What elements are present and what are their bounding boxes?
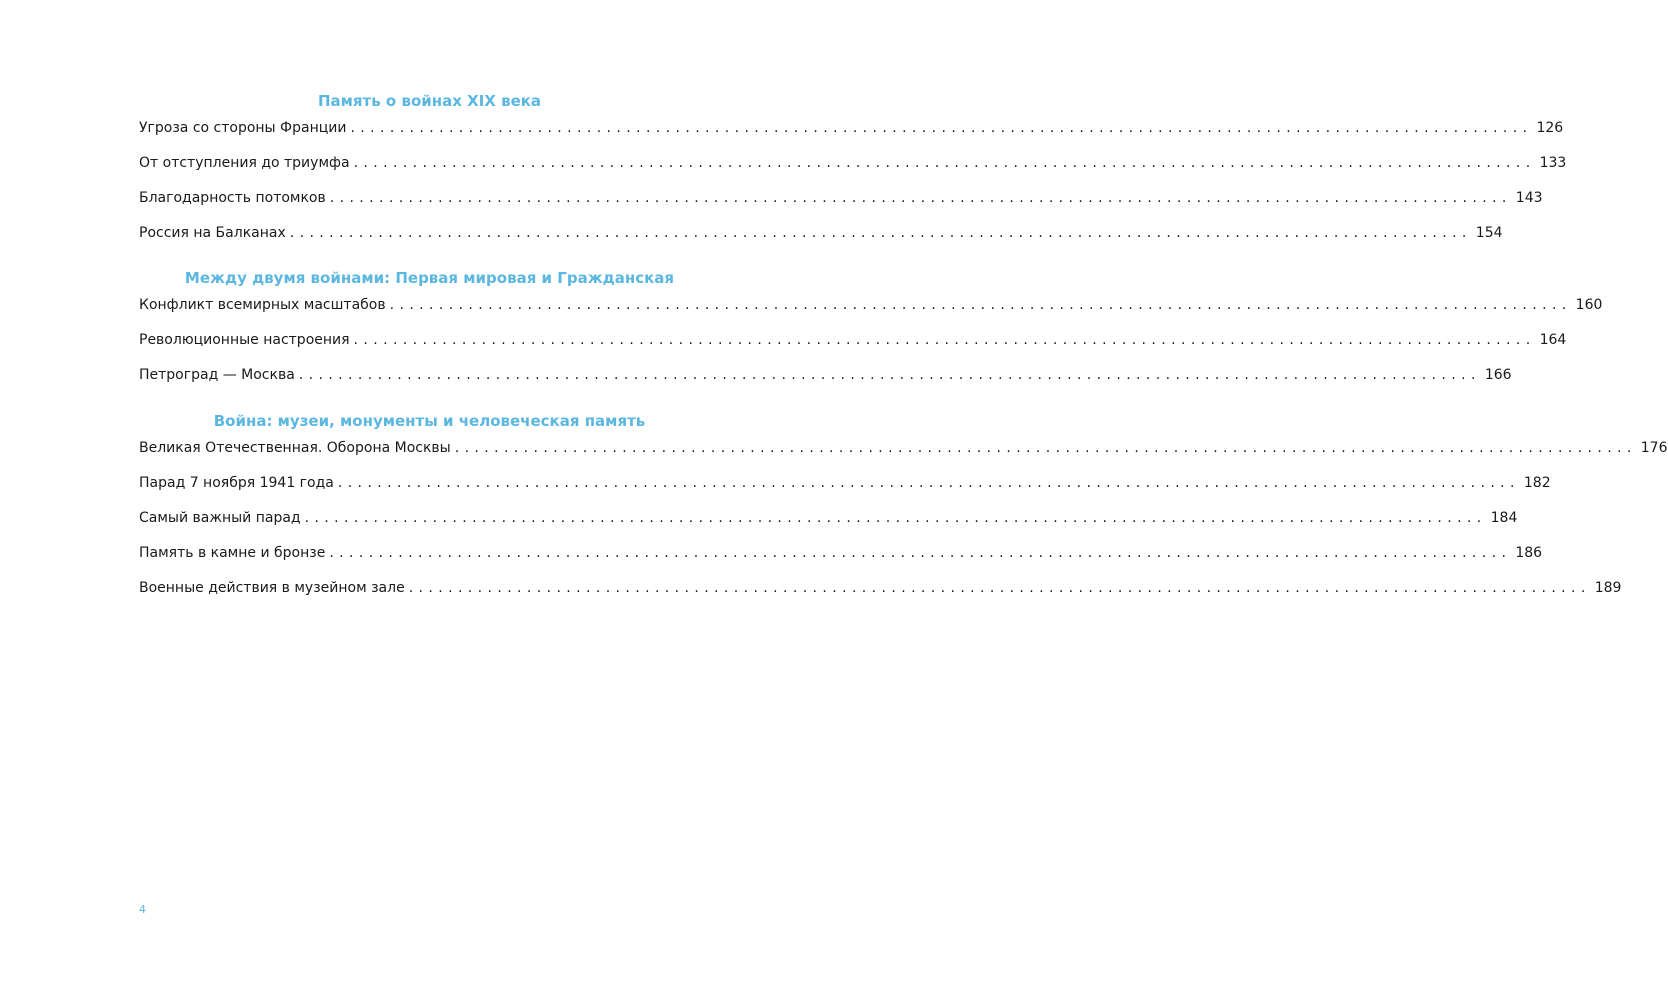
dot-leader: ........................................................................................................................ — [353, 332, 1536, 348]
dot-leader: ........................................................................................................................ — [353, 155, 1536, 171]
section-title: Война: музеи, монументы и человеческая память — [213, 412, 646, 430]
entry-title: Великая Отечественная. Оборона Москвы — [139, 440, 451, 456]
entry-page-number: 133 — [1539, 155, 1567, 171]
toc-entry[interactable] — [139, 577, 1622, 600]
entry-title: Парад 7 ноября 1941 года — [139, 475, 334, 491]
toc-section — [139, 410, 1668, 600]
toc-entry[interactable] — [139, 187, 1543, 222]
entry-title: Память в камне и бронзе — [139, 545, 326, 561]
entry-page-number: 143 — [1515, 190, 1543, 206]
entry-page-number: 184 — [1490, 510, 1518, 526]
toc-entry-list — [139, 294, 1603, 387]
toc-entry[interactable] — [139, 152, 1567, 187]
section-title: Память о войнах XIX века — [317, 92, 542, 110]
entry-title: Благодарность потомков — [139, 190, 326, 206]
entry-title: Петроград — Москва — [139, 367, 295, 383]
dot-leader: ........................................................................................................................ — [304, 510, 1487, 526]
toc-entry[interactable] — [139, 507, 1518, 542]
section-title: Между двумя войнами: Первая мировая и Гражданская — [184, 269, 675, 287]
entry-page-number: 154 — [1475, 225, 1503, 241]
toc-entry[interactable] — [139, 437, 1668, 472]
dot-leader: ........................................................................................................................ — [289, 225, 1472, 241]
entry-title: Конфликт всемирных масштабов — [139, 297, 386, 313]
entry-page-number: 176 — [1640, 440, 1668, 456]
dot-leader: ........................................................................................................................ — [329, 545, 1512, 561]
entry-title: Угроза со стороны Франции — [139, 120, 347, 136]
toc-entry[interactable] — [139, 542, 1543, 577]
toc-entry[interactable] — [139, 472, 1551, 507]
entry-title: Революционные настроения — [139, 332, 350, 348]
entry-page-number: 182 — [1523, 475, 1551, 491]
toc-section — [139, 90, 1567, 245]
entry-title: Военные действия в музейном зале — [139, 580, 405, 596]
toc-section — [139, 267, 1603, 387]
entry-page-number: 164 — [1539, 332, 1567, 348]
toc-entry[interactable] — [139, 222, 1503, 245]
toc-entry[interactable] — [139, 364, 1512, 387]
entry-title: Россия на Балканах — [139, 225, 286, 241]
dot-leader: ........................................................................................................................ — [337, 475, 1520, 491]
page-number: 4 — [139, 903, 146, 916]
entry-page-number: 186 — [1515, 545, 1543, 561]
entry-title: От отступления до триумфа — [139, 155, 350, 171]
entry-page-number: 189 — [1594, 580, 1622, 596]
dot-leader: ........................................................................................................................ — [408, 580, 1591, 596]
dot-leader: ........................................................................................................................ — [389, 297, 1572, 313]
dot-leader: ........................................................................................................................ — [298, 367, 1481, 383]
dot-leader: ........................................................................................................................ — [454, 440, 1637, 456]
entry-title: Самый важный парад — [139, 510, 301, 526]
entry-page-number: 160 — [1575, 297, 1603, 313]
toc-entry-list — [139, 437, 1668, 600]
dot-leader: ........................................................................................................................ — [329, 190, 1512, 206]
toc-entry[interactable] — [139, 117, 1564, 152]
toc-entry[interactable] — [139, 329, 1567, 364]
dot-leader: ........................................................................................................................ — [350, 120, 1533, 136]
entry-page-number: 126 — [1536, 120, 1564, 136]
table-of-contents — [139, 90, 1668, 623]
entry-page-number: 166 — [1484, 367, 1512, 383]
toc-entry-list — [139, 117, 1567, 245]
toc-entry[interactable] — [139, 294, 1603, 329]
